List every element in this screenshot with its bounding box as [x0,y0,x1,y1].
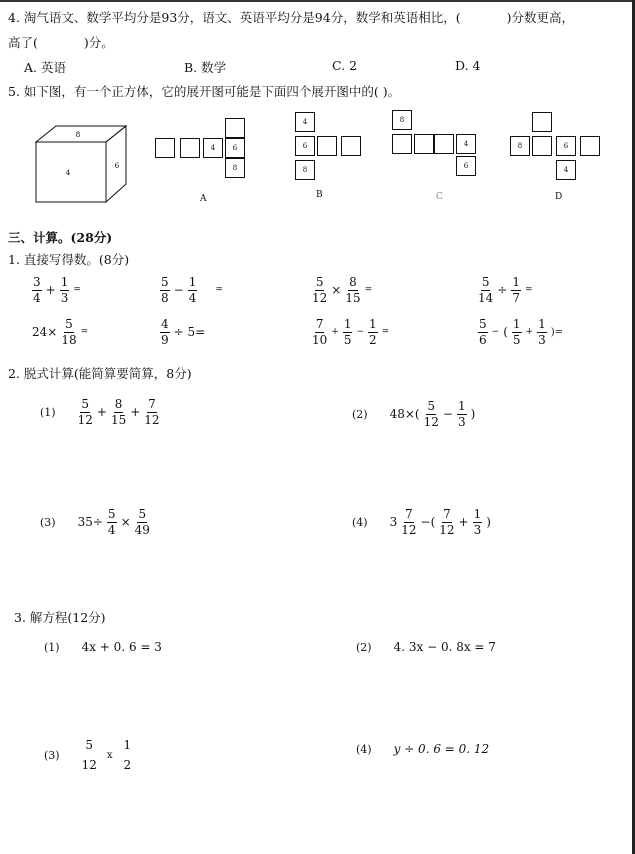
equation-1: (1) 4x + 0. 6 = 3 [44,640,162,654]
q4-line1 [8,8,574,26]
q4-option-b[interactable]: B. 数学 [184,60,227,75]
net-b[interactable] [295,112,365,184]
step-calc-2: (2) 48×( $\frac{5}{12}$ − $\frac{1}{3}$ ) [352,399,476,429]
equation-4: (4) y ÷ 0. 6 = 0. 12 [356,742,490,756]
calc-1-3: $\frac{5}{12}$ × $\frac{8}{15}$ = [312,275,373,305]
net-b-cell [317,136,337,156]
net-c-label: C [436,192,443,202]
net-c-cell: 4 [456,134,476,154]
net-a-cell: 6 [225,138,245,158]
net-b-label: B [316,190,323,200]
calc-1-6: $\frac{4}{9}$ ÷ 5= [161,317,206,347]
net-b-cell: 4 [295,112,315,132]
calc-1-8: $\frac{5}{6}$ − ( $\frac{1}{5}$ + $\frac{1}{3}$ )= [479,317,563,347]
q4-line1-suffix: )分数更高， [506,10,574,25]
step-calc-3: (3) 35÷ $\frac{5}{4}$ × $\frac{5}{49}$ [40,507,150,537]
net-a-cell [155,138,175,158]
net-c-cell [434,134,454,154]
net-c-cell [392,134,412,154]
net-a-cell: 8 [225,158,245,178]
equation-3: (3) 5 12 x 1 2 [44,738,132,772]
net-d-cell [532,112,552,132]
net-d-label: D [555,192,563,202]
cube-top-face: 8 [75,131,81,139]
net-b-cell: 6 [295,136,315,156]
part-2-title: 2. 脱式计算(能简算要简算，8分) [8,366,192,381]
part-3-title: 3. 解方程(12分) [14,610,106,625]
net-d-cell [532,136,552,156]
net-b-cell: 8 [295,160,315,180]
q4-line1-prefix: 4. 淘气语文、数学平均分是93分，语文、英语平均分是94分，数学和英语相比，( [8,10,461,25]
net-a-cell: 4 [203,138,223,158]
cube-front-face: 4 [65,169,71,177]
cube-figure [30,122,130,204]
net-d[interactable] [510,112,610,186]
net-d-cell [580,136,600,156]
net-c[interactable] [390,110,490,180]
net-d-cell: 8 [510,136,530,156]
step-calc-1: (1) $\frac{5}{12}$ + $\frac{8}{15}$ + $\frac{7}{12}$ [40,397,160,427]
q4-line2 [8,33,114,51]
equation-2: (2) 4. 3x − 0. 8x = 7 [356,640,496,654]
section-3-title: 三、计算。(28分) [8,230,113,245]
net-d-cell: 6 [556,136,576,156]
page-top-edge [0,0,635,2]
q4-line2-prefix: 高了( [8,35,38,50]
step-calc-4: (4) 3 $\frac{7}{12}$ −( $\frac{7}{12}$ + $\frac{1}{3}$ ) [352,507,491,537]
net-b-cell [341,136,361,156]
calc-1-7: $\frac{7}{10}$ + $\frac{1}{5}$ − $\frac{1}{2}$ = [312,317,390,347]
calc-1-1: $\frac{3}{4}$ + $\frac{1}{3}$ = [33,275,81,305]
q4-option-a[interactable]: A. 英语 [24,60,66,75]
q5-question: 5. 如下图，有一个正方体，它的展开图可能是下面四个展开图中的( )。 [8,84,401,99]
net-a-label: A [200,194,207,204]
calc-1-4: $\frac{5}{14}$ ÷ $\frac{1}{7}$ = [478,275,533,305]
net-c-cell: 8 [392,110,412,130]
part-1-title: 1. 直接写得数。(8分) [8,252,130,267]
calc-1-5: 24× $\frac{5}{18}$ = [32,317,89,347]
net-d-cell: 4 [556,160,576,180]
net-a-cell [180,138,200,158]
q4-option-d[interactable]: D. 4 [455,58,481,73]
q4-option-c[interactable]: C. 2 [332,58,358,73]
net-c-cell: 6 [456,156,476,176]
cube-side-face: 6 [114,162,120,170]
q4-line2-suffix: )分。 [83,35,114,50]
net-c-cell [414,134,434,154]
net-a-cell [225,118,245,138]
calc-1-2: $\frac{5}{8}$ − $\frac{1}{4}$ = [161,275,223,305]
net-a[interactable] [155,118,255,182]
